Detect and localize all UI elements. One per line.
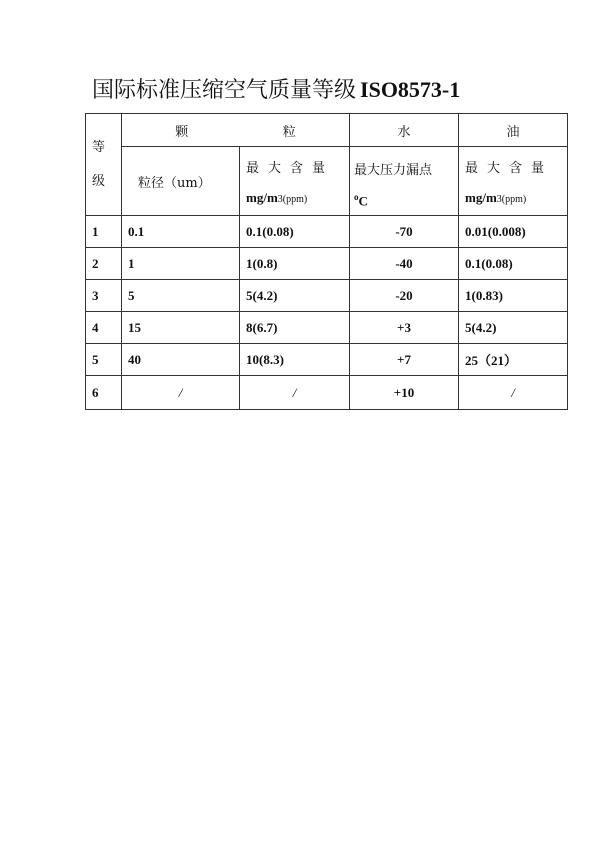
- oil-content-cell: 0.1(0.08): [459, 248, 568, 280]
- table-row: [86, 344, 568, 376]
- dew-point-cell: -40: [350, 248, 459, 280]
- grade-cell: 1: [86, 216, 122, 248]
- oil-header: 油: [459, 114, 568, 147]
- grade-cell: 6: [86, 376, 122, 410]
- table-row: [86, 216, 568, 248]
- grade-header-char-2: 级: [92, 173, 106, 189]
- table-row: [86, 280, 568, 312]
- dew-point-unit: [354, 192, 456, 209]
- particle-size-cell: 1: [122, 248, 240, 280]
- header-row: [86, 114, 568, 147]
- grade-header-char-1: 等: [92, 139, 106, 155]
- particle-size-cell: /: [122, 376, 240, 410]
- air-quality-grade-table: [85, 113, 568, 410]
- oil-unit-sub: 3(ppm): [496, 193, 527, 205]
- max-content-unit-sub: 3(ppm): [277, 193, 308, 205]
- dew-point-label: 最大压力漏点: [354, 162, 433, 178]
- dew-point-cell: +7: [350, 344, 459, 376]
- oil-content-header: [459, 147, 568, 216]
- celsius-letter: C: [358, 193, 368, 209]
- particle-header-char-2: 粒: [282, 124, 296, 140]
- particle-size-cell: 15: [122, 312, 240, 344]
- particle-size-label: 粒径（um）: [138, 175, 211, 191]
- oil-content-label: 最大含量: [465, 160, 554, 176]
- grade-cell: 2: [86, 248, 122, 280]
- grade-cell: 4: [86, 312, 122, 344]
- grade-cell: 3: [86, 280, 122, 312]
- table-row: [86, 376, 568, 410]
- dew-point-cell: +10: [350, 376, 459, 410]
- particle-size-cell: 40: [122, 344, 240, 376]
- max-content-cell: 10(8.3): [240, 344, 350, 376]
- oil-content-cell: 5(4.2): [459, 312, 568, 344]
- particle-header-char-1: 颗: [175, 124, 189, 140]
- particle-size-header: [122, 147, 240, 216]
- oil-content-cell: 25（21）: [459, 344, 568, 376]
- max-content-cell: 5(4.2): [240, 280, 350, 312]
- max-content-header: [240, 147, 350, 216]
- dew-point-cell: -70: [350, 216, 459, 248]
- max-content-label: 最大含量: [246, 160, 335, 176]
- table-row: [86, 248, 568, 280]
- subheader-row: [86, 147, 568, 216]
- max-content-cell: /: [240, 376, 350, 410]
- oil-content-cell: 1(0.83): [459, 280, 568, 312]
- max-content-cell: 0.1(0.08): [240, 216, 350, 248]
- max-content-cell: 1(0.8): [240, 248, 350, 280]
- grade-cell: 5: [86, 344, 122, 376]
- oil-content-cell: /: [459, 376, 568, 410]
- particle-header: [122, 114, 350, 147]
- degree-sign: o: [354, 191, 359, 202]
- dew-point-cell: +3: [350, 312, 459, 344]
- title-text: 国际标准压缩空气质量等级: [92, 78, 357, 103]
- standard-code: ISO8573-1: [360, 77, 461, 102]
- oil-content-unit: [465, 190, 561, 206]
- page-title: [92, 74, 460, 107]
- particle-size-cell: 0.1: [122, 216, 240, 248]
- max-content-cell: 8(6.7): [240, 312, 350, 344]
- max-content-unit-main: mg/m: [246, 189, 278, 205]
- max-content-unit: [246, 190, 343, 206]
- dew-point-cell: -20: [350, 280, 459, 312]
- oil-unit-main: mg/m: [465, 189, 497, 205]
- water-header: 水: [350, 114, 459, 147]
- particle-size-cell: 5: [122, 280, 240, 312]
- dew-point-header: [350, 147, 459, 216]
- oil-content-cell: 0.01(0.008): [459, 216, 568, 248]
- table-row: [86, 312, 568, 344]
- grade-header: [86, 114, 122, 216]
